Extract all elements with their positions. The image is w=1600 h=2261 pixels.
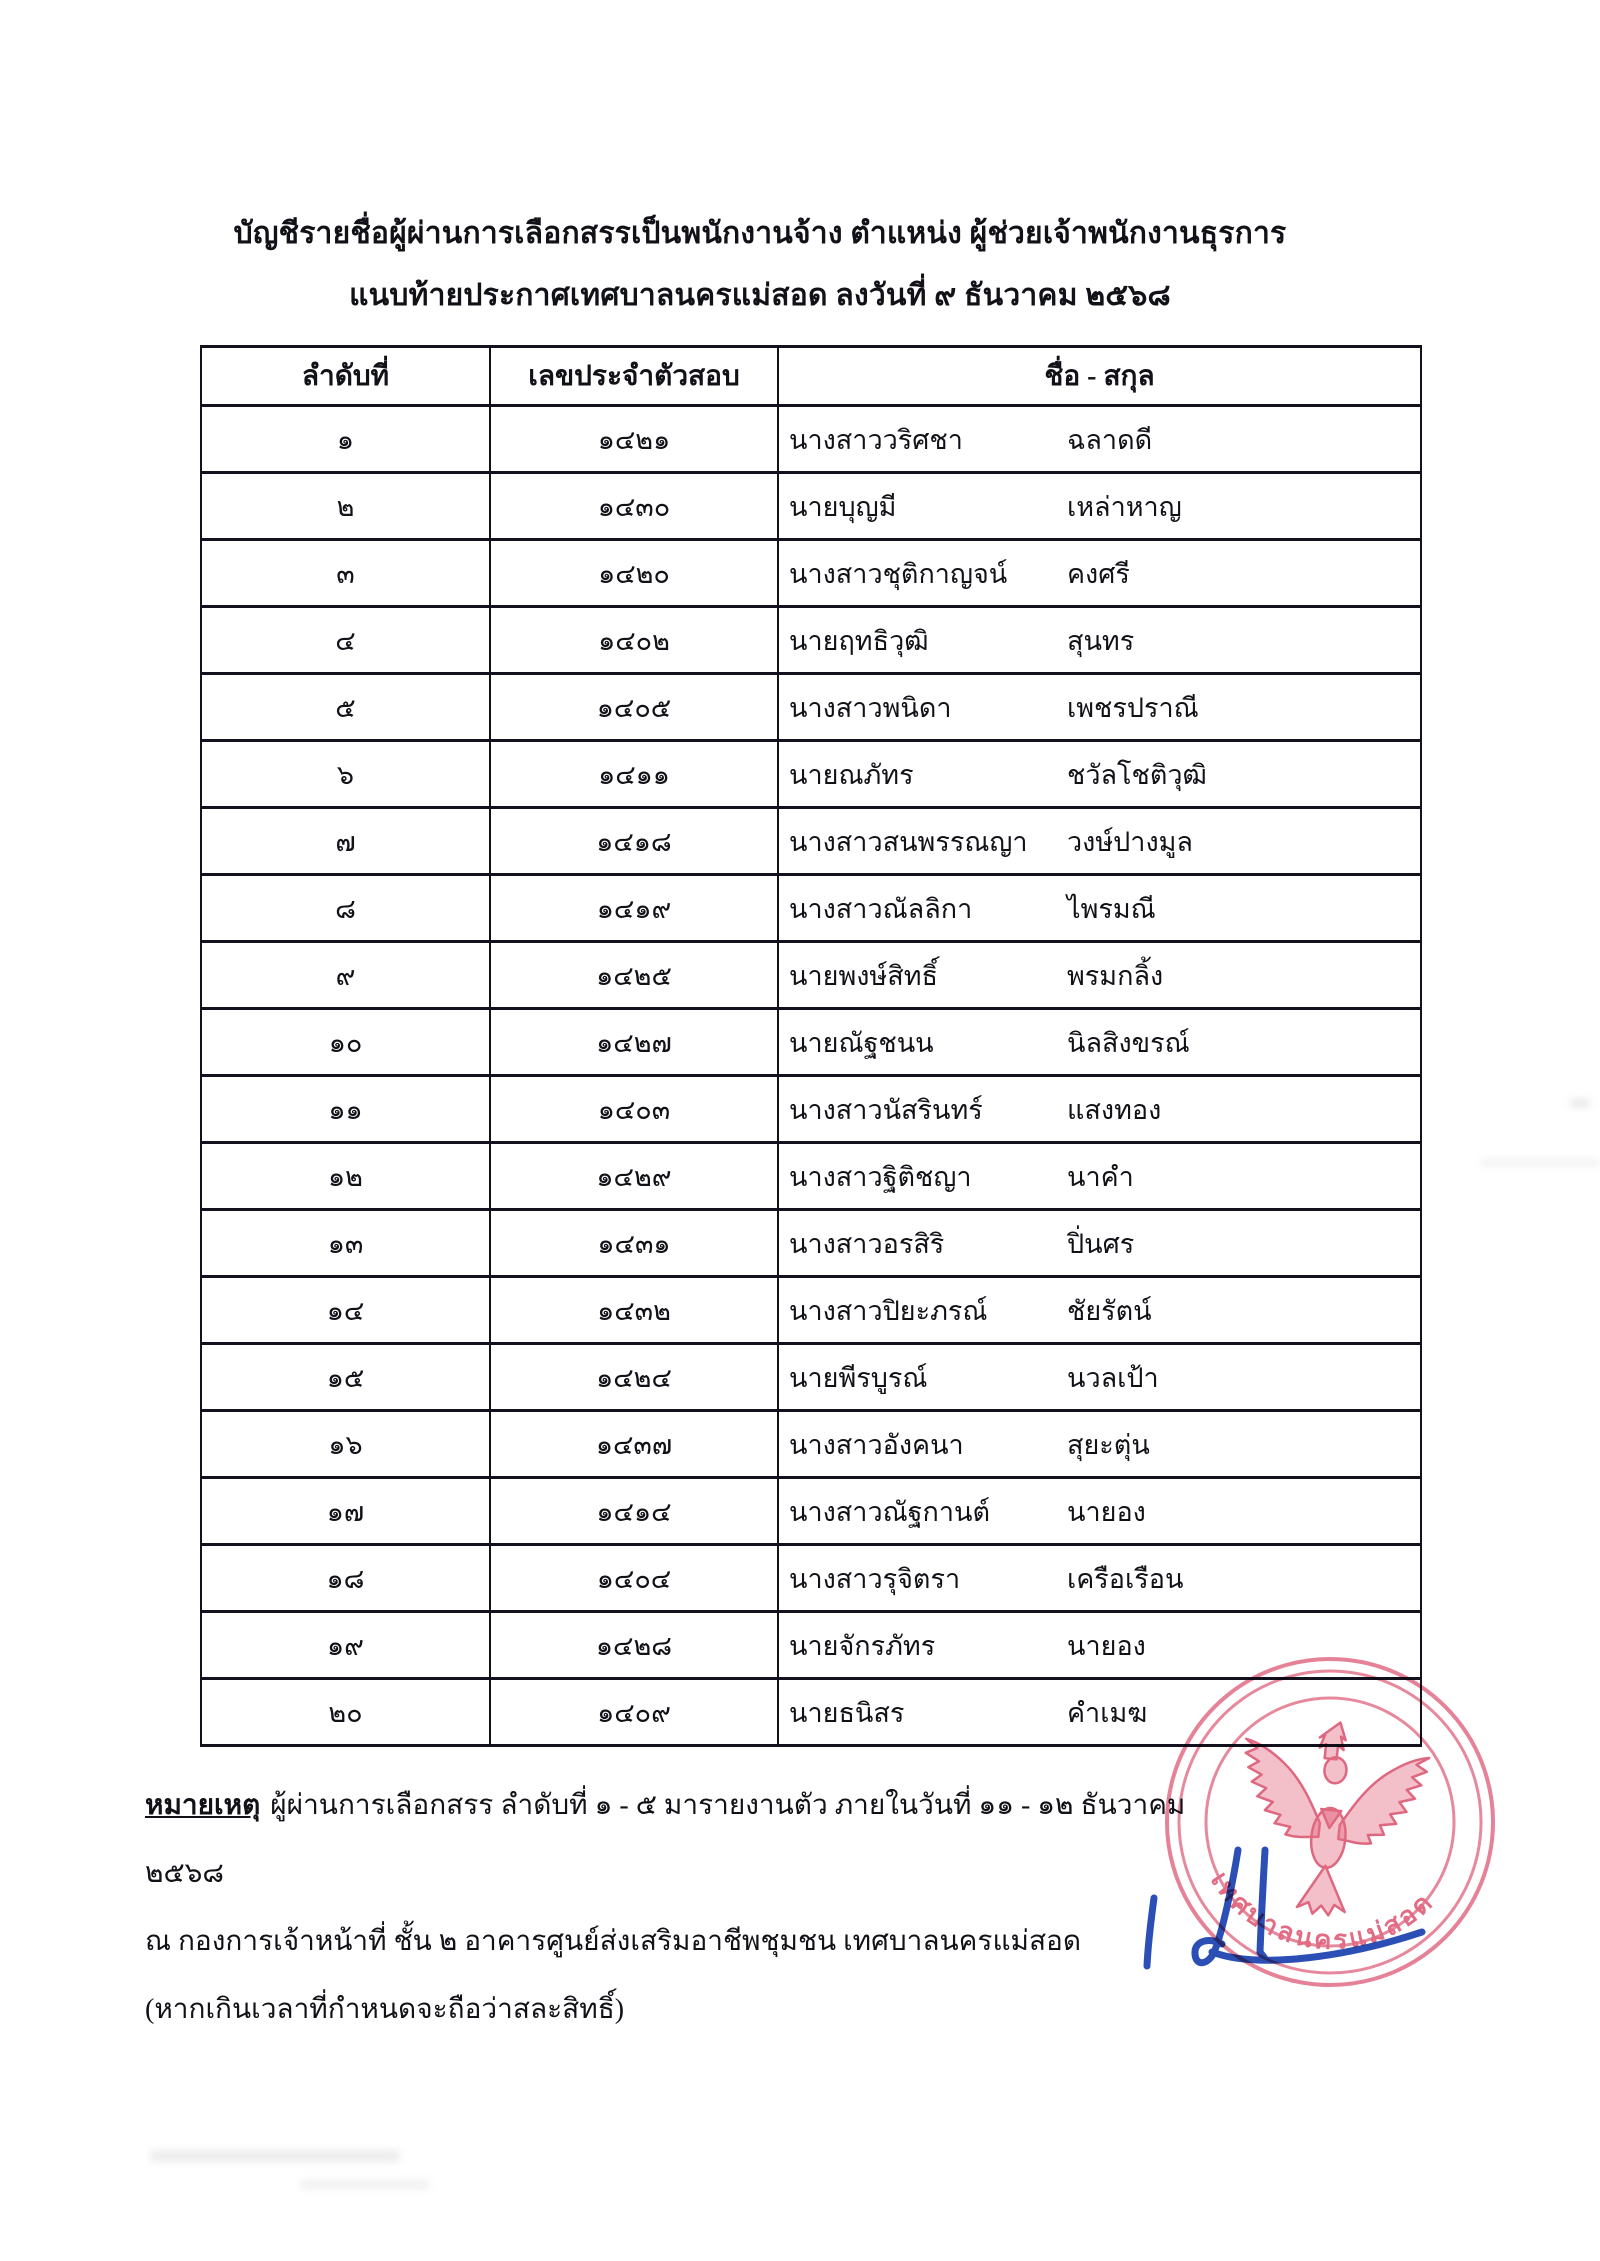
cell-exam-id: ๑๔๐๙ — [490, 1679, 778, 1746]
header-name: ชื่อ - สกุล — [778, 347, 1421, 406]
first-name: นางสาวชุติกาญจน์ — [789, 558, 1008, 589]
last-name: สุยะตุ่น — [1067, 1429, 1150, 1460]
cell-exam-id: ๑๔๒๑ — [490, 406, 778, 473]
signature — [1120, 1840, 1450, 2000]
last-name: เพชรปราณี — [1067, 692, 1199, 723]
last-name: คงศรี — [1067, 558, 1130, 589]
table-row — [201, 875, 1421, 942]
scan-smudge — [300, 2180, 430, 2189]
table-row — [201, 1143, 1421, 1210]
table-row — [201, 1210, 1421, 1277]
first-name: นางสาวอังคนา — [789, 1429, 964, 1460]
last-name: ชวัลโชติวุฒิ — [1067, 759, 1207, 790]
table-row — [201, 1344, 1421, 1411]
cell-rank: ๙ — [201, 942, 490, 1009]
cell-rank: ๑ — [201, 406, 490, 473]
first-name: นางสาวนัสรินทร์ — [789, 1094, 983, 1125]
cell-name — [778, 1076, 1421, 1143]
last-name: นายอง — [1067, 1496, 1146, 1527]
first-name: นางสาววริศชา — [789, 424, 963, 455]
table-row — [201, 1076, 1421, 1143]
first-name: นายจักรภัทร — [789, 1630, 936, 1661]
first-name: นายธนิสร — [789, 1697, 905, 1728]
table-row — [201, 1411, 1421, 1478]
cell-rank: ๒๐ — [201, 1679, 490, 1746]
cell-rank: ๑๕ — [201, 1344, 490, 1411]
cell-rank: ๑๙ — [201, 1612, 490, 1679]
last-name: ไพรมณี — [1067, 893, 1156, 924]
first-name: นายบุญมี — [789, 491, 897, 522]
cell-name — [778, 540, 1421, 607]
table-row — [201, 1478, 1421, 1545]
cell-name — [778, 875, 1421, 942]
last-name: ชัยรัตน์ — [1067, 1295, 1152, 1326]
cell-name — [778, 1344, 1421, 1411]
cell-name — [778, 1545, 1421, 1612]
first-name: นายณัฐชนน — [789, 1027, 934, 1058]
table-row — [201, 1009, 1421, 1076]
table-row — [201, 808, 1421, 875]
table-header-row — [201, 347, 1421, 406]
cell-rank: ๒ — [201, 473, 490, 540]
last-name: นวลเป้า — [1067, 1362, 1159, 1393]
cell-rank: ๔ — [201, 607, 490, 674]
cell-exam-id: ๑๔๒๗ — [490, 1009, 778, 1076]
cell-rank: ๑๐ — [201, 1009, 490, 1076]
first-name: นางสาวอรสิริ — [789, 1228, 945, 1259]
table-row — [201, 741, 1421, 808]
cell-exam-id: ๑๔๐๔ — [490, 1545, 778, 1612]
cell-name — [778, 1478, 1421, 1545]
header-exam-id: เลขประจำตัวสอบ — [490, 347, 778, 406]
note-label: หมายเหตุ — [145, 1790, 261, 1821]
last-name: นาคำ — [1067, 1161, 1134, 1192]
last-name: พรมกลิ้ง — [1067, 960, 1164, 991]
last-name: เครือเรือน — [1067, 1563, 1184, 1594]
table-row — [201, 1277, 1421, 1344]
signature-stroke — [1147, 1898, 1154, 1966]
cell-exam-id: ๑๔๐๕ — [490, 674, 778, 741]
cell-name — [778, 473, 1421, 540]
note-line1-text: ผู้ผ่านการเลือกสรร ลำดับที่ ๑ - ๕ มารายงานตัว ภายในวันที่ ๑๑ - ๑๒ ธันวาคม ๒๕๖๘ — [145, 1790, 1186, 1889]
cell-name — [778, 1210, 1421, 1277]
note-line-3: (หากเกินเวลาที่กำหนดจะถือว่าสละสิทธิ์) — [145, 1994, 625, 2025]
cell-name — [778, 808, 1421, 875]
cell-rank: ๖ — [201, 741, 490, 808]
cell-name — [778, 607, 1421, 674]
cell-exam-id: ๑๔๓๑ — [490, 1210, 778, 1277]
cell-exam-id: ๑๔๓๐ — [490, 473, 778, 540]
cell-name — [778, 741, 1421, 808]
cell-name — [778, 942, 1421, 1009]
note-line-2: ณ กองการเจ้าหน้าที่ ชั้น ๒ อาคารศูนย์ส่งเสริมอาชีพชุมชน เทศบาลนครแม่สอด — [145, 1926, 1082, 1957]
first-name: นางสาวฐิติชญา — [789, 1161, 972, 1192]
cell-rank: ๑๒ — [201, 1143, 490, 1210]
scan-smudge — [1480, 1160, 1600, 1166]
first-name: นางสาวพนิดา — [789, 692, 952, 723]
scan-smudge — [150, 2150, 400, 2162]
scan-smudge — [1570, 1100, 1590, 1106]
first-name: นางสาวปิยะภรณ์ — [789, 1295, 988, 1326]
results-table-body — [201, 406, 1421, 1746]
cell-name — [778, 1143, 1421, 1210]
cell-rank: ๑๘ — [201, 1545, 490, 1612]
cell-exam-id: ๑๔๑๔ — [490, 1478, 778, 1545]
cell-name — [778, 406, 1421, 473]
cell-exam-id: ๑๔๒๘ — [490, 1612, 778, 1679]
cell-name — [778, 1009, 1421, 1076]
last-name: วงษ์ปางมูล — [1067, 826, 1193, 857]
seal-text: เทศบาลนครแม่สอด — [1205, 1866, 1440, 1956]
last-name: สุนทร — [1067, 625, 1135, 656]
last-name: นิลสิงขรณ์ — [1067, 1027, 1190, 1058]
cell-rank: ๑๖ — [201, 1411, 490, 1478]
table-row — [201, 1545, 1421, 1612]
table-row — [201, 406, 1421, 473]
cell-rank: ๗ — [201, 808, 490, 875]
cell-name — [778, 674, 1421, 741]
cell-rank: ๑๗ — [201, 1478, 490, 1545]
cell-exam-id: ๑๔๐๓ — [490, 1076, 778, 1143]
first-name: นางสาวรุจิตรา — [789, 1563, 961, 1594]
first-name: นายณภัทร — [789, 759, 914, 790]
signature-stroke — [1195, 1850, 1238, 1963]
last-name: เหล่าหาญ — [1067, 491, 1182, 522]
cell-exam-id: ๑๔๒๐ — [490, 540, 778, 607]
cell-name — [778, 1411, 1421, 1478]
last-name: ฉลาดดี — [1067, 424, 1153, 455]
signature-stroke — [1212, 1932, 1422, 1960]
note-line-1 — [145, 1772, 1245, 1908]
cell-exam-id: ๑๔๓๗ — [490, 1411, 778, 1478]
cell-rank: ๕ — [201, 674, 490, 741]
cell-exam-id: ๑๔๐๒ — [490, 607, 778, 674]
first-name: นางสาวณัลลิกา — [789, 893, 973, 924]
cell-exam-id: ๑๔๑๑ — [490, 741, 778, 808]
last-name: แสงทอง — [1067, 1094, 1162, 1125]
results-table — [200, 345, 1422, 1747]
cell-exam-id: ๑๔๒๔ — [490, 1344, 778, 1411]
header-rank: ลำดับที่ — [201, 347, 490, 406]
signature-stroke — [1260, 1850, 1266, 1960]
cell-rank: ๘ — [201, 875, 490, 942]
first-name: นายพงษ์สิทธิ์ — [789, 960, 938, 991]
last-name: คำเมฆ — [1067, 1697, 1148, 1728]
table-row — [201, 942, 1421, 1009]
page-title-line2: แนบท้ายประกาศเทศบาลนครแม่สอด ลงวันที่ ๙ ธันวาคม ๒๕๖๘ — [349, 279, 1171, 312]
results-table-head — [201, 347, 1421, 406]
first-name: นายฤทธิวุฒิ — [789, 625, 929, 656]
first-name: นางสาวณัฐกานต์ — [789, 1496, 991, 1527]
note-section — [145, 1772, 1245, 2044]
table-row — [201, 674, 1421, 741]
cell-rank: ๑๔ — [201, 1277, 490, 1344]
table-row — [201, 607, 1421, 674]
cell-rank: ๑๑ — [201, 1076, 490, 1143]
cell-exam-id: ๑๔๒๕ — [490, 942, 778, 1009]
cell-exam-id: ๑๔๒๙ — [490, 1143, 778, 1210]
cell-exam-id: ๑๔๓๒ — [490, 1277, 778, 1344]
first-name: นายพีรบูรณ์ — [789, 1362, 928, 1393]
first-name: นางสาวสนพรรณญา — [789, 826, 1028, 857]
cell-rank: ๑๓ — [201, 1210, 490, 1277]
table-row — [201, 540, 1421, 607]
table-row — [201, 473, 1421, 540]
cell-exam-id: ๑๔๑๘ — [490, 808, 778, 875]
page-title-line1: บัญชีรายชื่อผู้ผ่านการเลือกสรรเป็นพนักงานจ้าง ตำแหน่ง ผู้ช่วยเจ้าพนักงานธุรการ — [233, 217, 1287, 250]
cell-exam-id: ๑๔๑๙ — [490, 875, 778, 942]
cell-rank: ๓ — [201, 540, 490, 607]
last-name: ปิ่นศร — [1067, 1228, 1135, 1259]
last-name: นายอง — [1067, 1630, 1146, 1661]
cell-name — [778, 1277, 1421, 1344]
